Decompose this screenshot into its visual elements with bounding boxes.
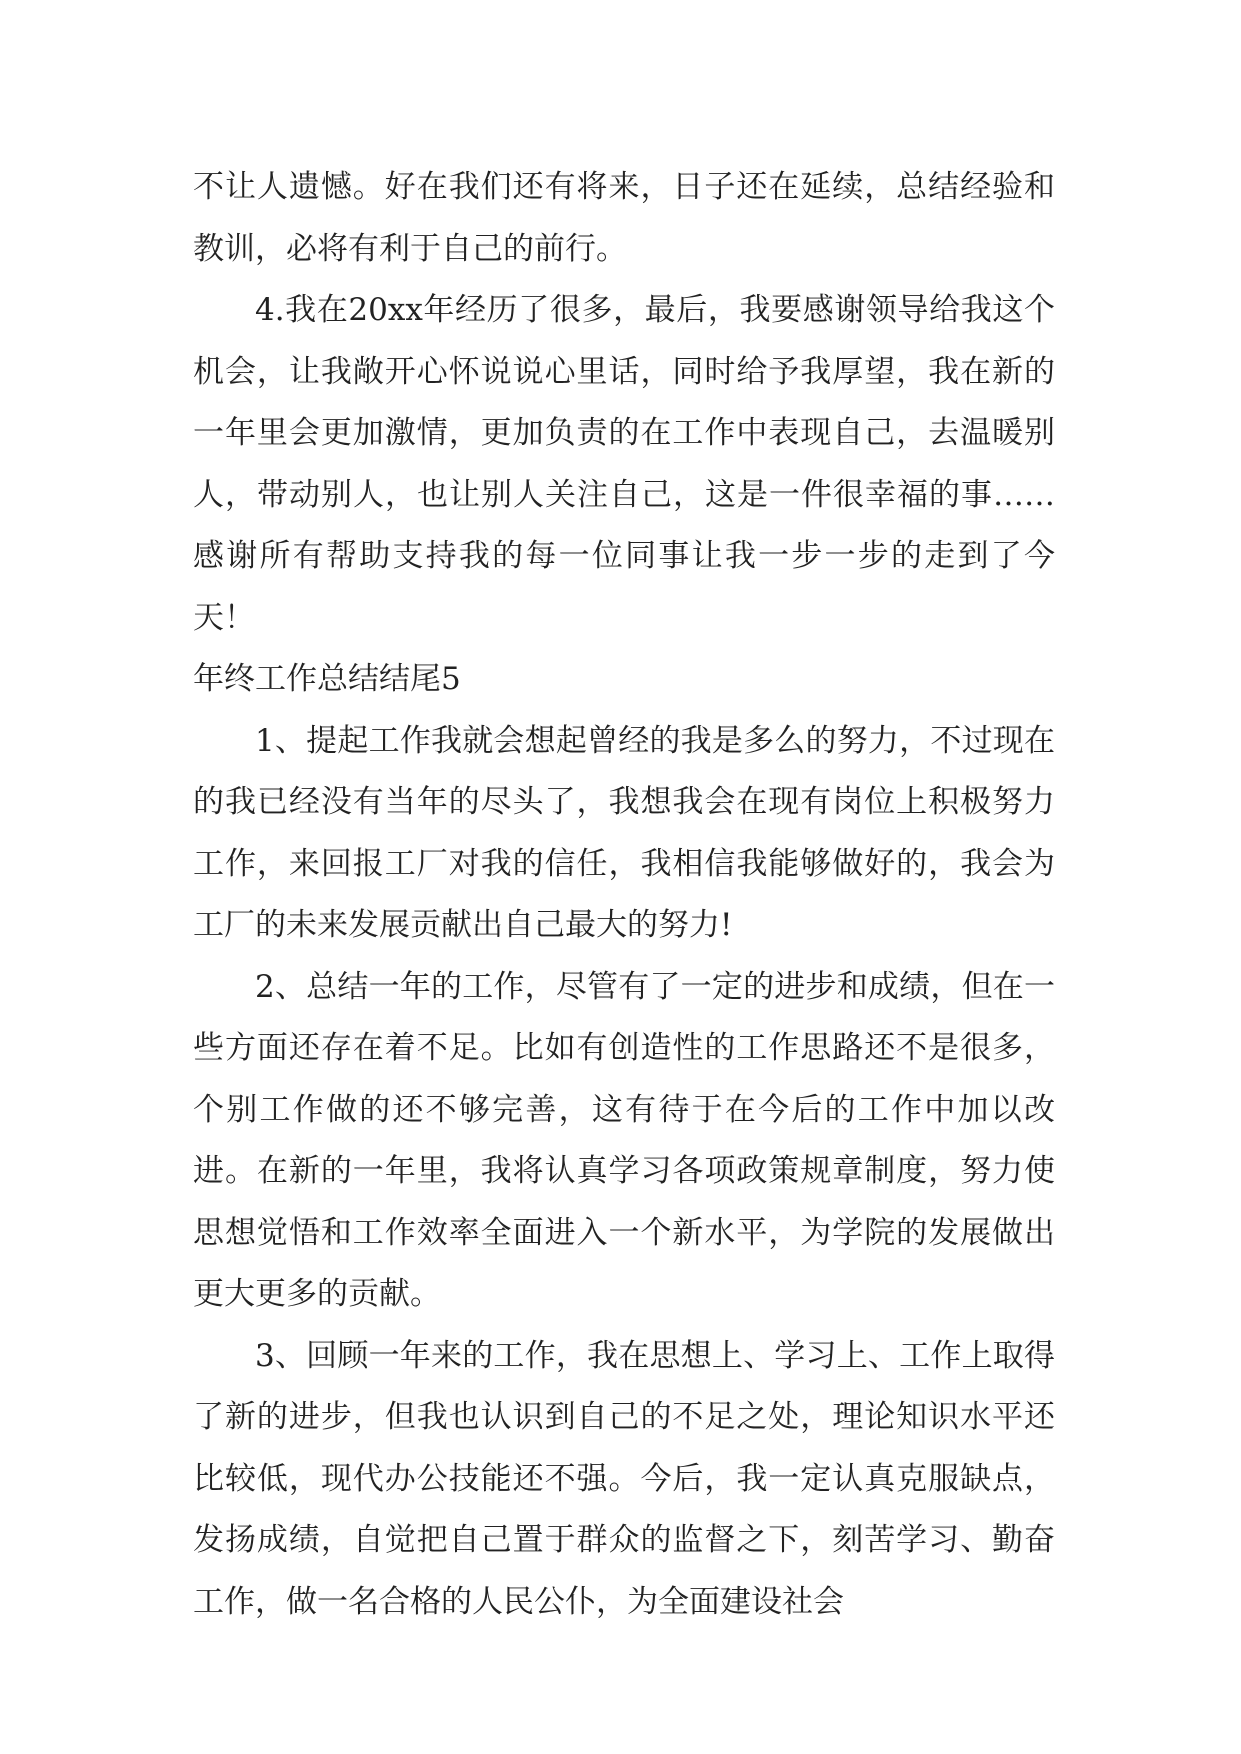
paragraph-item-1: 1、提起工作我就会想起曾经的我是多么的努力，不过现在的我已经没有当年的尽头了，我想我会在现有岗位上积极努力工作，来回报工厂对我的信任，我相信我能够做好的，我会为工厂的未来发展贡献出自己最大的努力! (193, 722, 1055, 943)
paragraph-item-2: 2、总结一年的工作，尽管有了一定的进步和成绩，但在一些方面还存在着不足。比如有创造性的工作思路还不是很多，个别工作做的还不够完善，这有待于在今后的工作中加以改进。在新的一年里，我将认真学习各项政策规章制度，努力使思想觉悟和工作效率全面进入一个新水平，为学院的发展做出更大更多的贡献。 (193, 968, 1055, 1312)
paragraph-continuation: 不让人遗憾。好在我们还有将来，日子还在延续，总结经验和教训，必将有利于自己的前行。 (193, 169, 1055, 267)
paragraph-item-3: 3、回顾一年来的工作，我在思想上、学习上、工作上取得了新的进步，但我也认识到自己的不足之处，理论知识水平还比较低，现代办公技能还不强。今后，我一定认真克服缺点，发扬成绩，自觉把自己置于群众的监督之下，刻苦学习、勤奋工作，做一名合格的人民公仆，为全面建设社会 (193, 1337, 1055, 1620)
document-body (193, 157, 1055, 1633)
paragraph-item-4: 4.我在20xx年经历了很多，最后，我要感谢领导给我这个机会，让我敞开心怀说说心里话，同时给予我厚望，我在新的一年里会更加激情，更加负责的在工作中表现自己，去温暖别人，带动别人，也让别人关注自己，这是一件很幸福的事……感谢所有帮助支持我的每一位同事让我一步一步的走到了今天！ (193, 292, 1055, 636)
section-heading: 年终工作总结结尾5 (193, 661, 461, 697)
